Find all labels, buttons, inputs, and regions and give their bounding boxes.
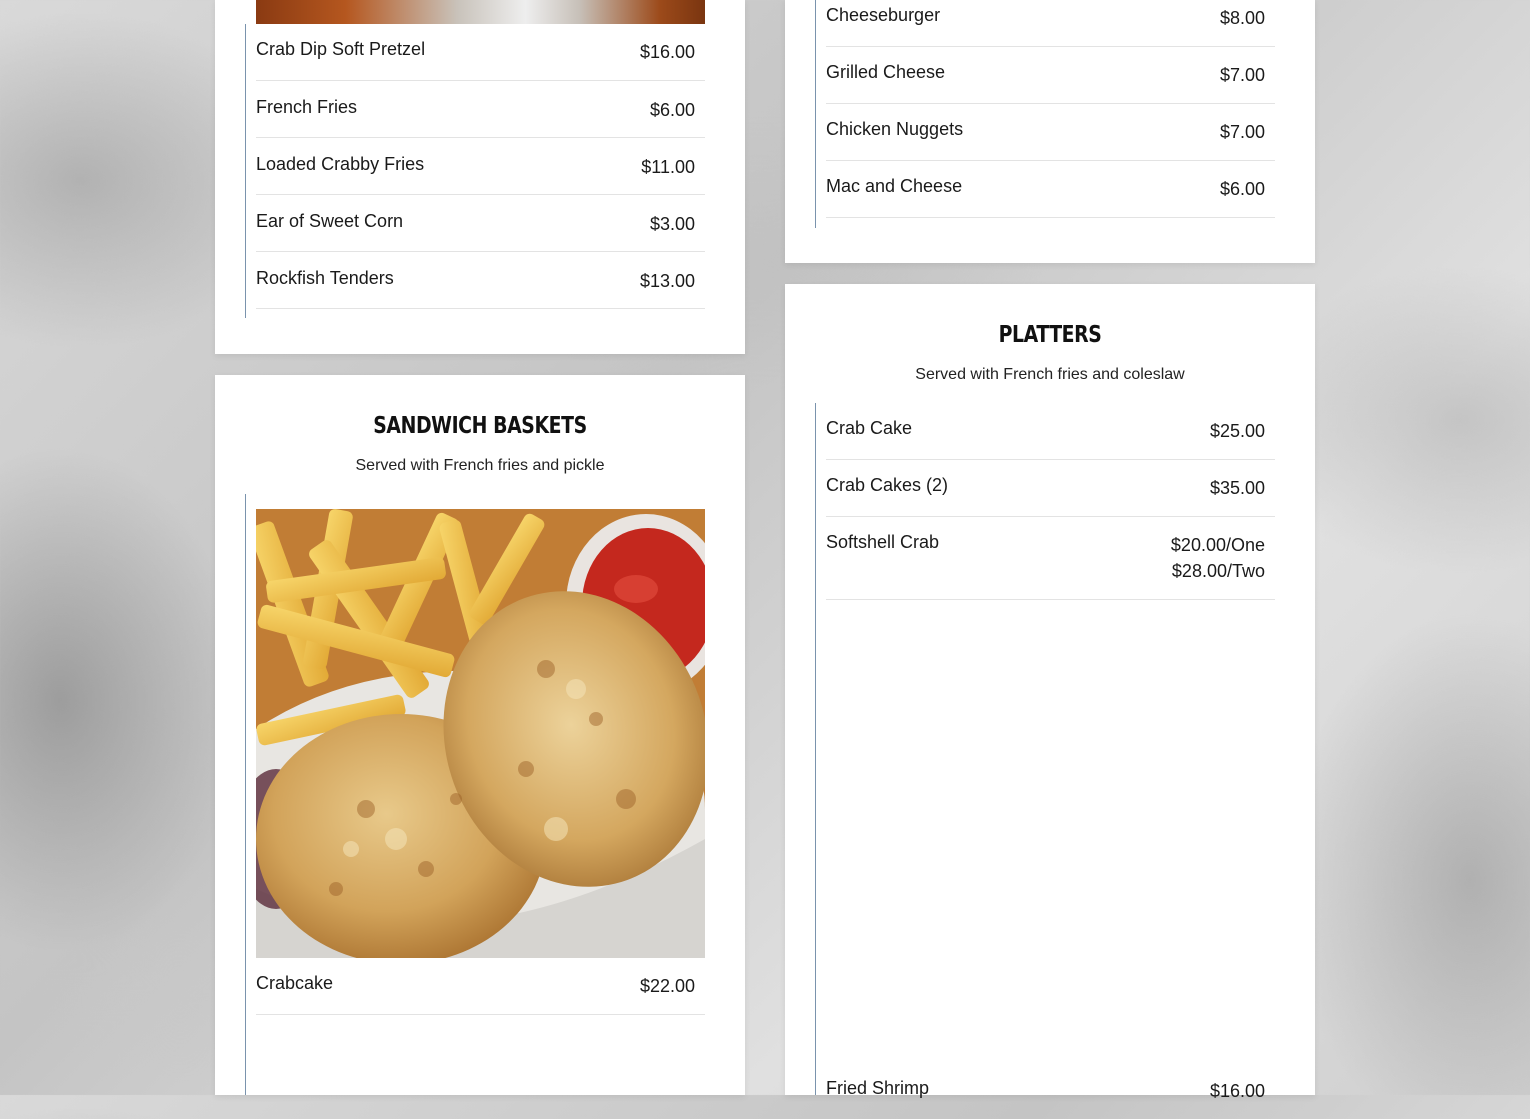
menu-item[interactable]: [256, 81, 705, 138]
menu-item-price: $16.00: [1209, 1081, 1265, 1101]
menu-item-price: $7.00: [1219, 65, 1265, 85]
section-subtitle: Served with French fries and pickle: [355, 457, 605, 474]
menu-item-name: Crab Dip Soft Pretzel: [256, 39, 426, 59]
sides-food-photo: [256, 0, 705, 24]
section-title: PLATTERS: [998, 322, 1102, 348]
menu-item-name: Rockfish Tenders: [256, 268, 394, 288]
price-one: $20.00/One: [1170, 535, 1265, 555]
menu-item-name: Grilled Cheese: [826, 62, 946, 82]
kids-item-list: [815, 0, 1275, 228]
menu-item-name: Softshell Crab: [826, 532, 940, 552]
price-two: $28.00/Two: [1171, 561, 1265, 581]
menu-item[interactable]: [826, 403, 1275, 460]
menu-item[interactable]: [826, 517, 1275, 600]
menu-item[interactable]: [826, 161, 1275, 218]
menu-item[interactable]: [256, 252, 705, 309]
menu-item[interactable]: [256, 958, 705, 1015]
menu-card-sides: [215, 0, 745, 354]
menu-card-sandwich-baskets: [215, 375, 745, 1095]
menu-item-price: [1171, 532, 1265, 584]
menu-item-price: $6.00: [649, 100, 695, 120]
section-title: SANDWICH BASKETS: [373, 413, 587, 439]
menu-item-price: $25.00: [1209, 421, 1265, 441]
menu-item-name: Loaded Crabby Fries: [256, 154, 425, 174]
sides-item-list: [245, 24, 705, 318]
menu-item-name: Crab Cakes (2): [826, 475, 949, 495]
crabcake-image: [256, 509, 705, 958]
crabcake-photo: [256, 509, 705, 958]
menu-item-price: $35.00: [1209, 478, 1265, 498]
menu-item-name: Chicken Nuggets: [826, 119, 964, 139]
menu-card-platters: [785, 284, 1315, 1101]
menu-item-name: Crab Cake: [826, 418, 913, 438]
menu-item[interactable]: [826, 47, 1275, 104]
menu-item-price: $22.00: [639, 976, 695, 996]
menu-item-name: Crabcake: [256, 973, 334, 993]
menu-item-name: Fried Shrimp: [826, 1078, 930, 1098]
menu-item-name: Mac and Cheese: [826, 176, 963, 196]
sandwich-item-list: [245, 494, 705, 1095]
menu-item-name: Ear of Sweet Corn: [256, 211, 404, 231]
section-subtitle: Served with French fries and coleslaw: [915, 366, 1185, 383]
menu-item[interactable]: [826, 460, 1275, 517]
menu-item[interactable]: [256, 138, 705, 195]
menu-item[interactable]: [826, 1063, 1275, 1119]
menu-card-kids: [785, 0, 1315, 263]
menu-item-price: $7.00: [1219, 122, 1265, 142]
menu-item-name: French Fries: [256, 97, 358, 117]
menu-item[interactable]: [256, 36, 705, 81]
menu-item-price: $6.00: [1219, 179, 1265, 199]
menu-item-price: $3.00: [649, 214, 695, 234]
menu-item-price: $16.00: [639, 42, 695, 62]
menu-item[interactable]: [826, 0, 1275, 47]
platters-item-list: [815, 403, 1275, 1101]
menu-item[interactable]: [826, 104, 1275, 161]
menu-item-price: $13.00: [639, 271, 695, 291]
menu-item-price: $11.00: [641, 157, 695, 177]
menu-item[interactable]: [256, 195, 705, 252]
menu-item-name: Cheeseburger: [826, 5, 941, 25]
menu-item-price: $8.00: [1219, 8, 1265, 28]
